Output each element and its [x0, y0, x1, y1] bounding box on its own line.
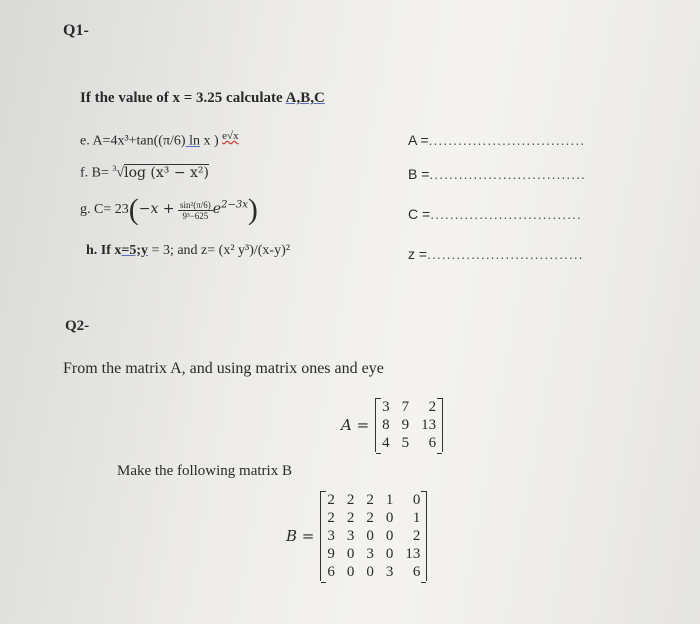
- answer-a[interactable]: [408, 132, 585, 148]
- fraction-numerator: sin²(π/6): [180, 199, 211, 210]
- question-h: [86, 243, 290, 259]
- answer-c-label: C =: [408, 206, 431, 222]
- answer-z-label: z =: [408, 246, 428, 262]
- matrix-cell: 5: [401, 435, 410, 451]
- matrix-cell: 13: [405, 546, 421, 562]
- matrix-cell: 2: [366, 510, 374, 526]
- matrix-a-brackets: [375, 398, 443, 452]
- question-e-text2: x ): [199, 133, 223, 149]
- matrix-cell: 2: [366, 492, 374, 508]
- matrix-cell: 0: [366, 564, 374, 580]
- q1-intro-vars: A,B,C: [285, 90, 325, 106]
- fraction-denominator: 9³−625: [182, 210, 209, 221]
- question-f-radicand: log (x³ − x²): [124, 164, 209, 181]
- matrix-cell: 7: [401, 399, 410, 415]
- matrix-a-table: [376, 398, 442, 452]
- matrix-b-table: [321, 491, 426, 581]
- q1-intro: [80, 90, 325, 107]
- question-g-inner: −x +: [138, 201, 175, 218]
- matrix-cell: 2: [346, 492, 355, 508]
- question-h-x: =5;y: [121, 243, 149, 258]
- matrix-cell: 3: [346, 528, 355, 544]
- q1-intro-text: If the value of x = 3.25 calculate: [80, 90, 286, 106]
- matrix-row: [376, 398, 442, 416]
- matrix-a-label: A =: [341, 416, 370, 434]
- matrix-cell: 3: [385, 564, 394, 580]
- matrix-cell: 1: [385, 492, 394, 508]
- matrix-b-label: B =: [286, 527, 315, 545]
- matrix-row: [321, 491, 426, 509]
- matrix-row: [376, 416, 442, 434]
- q2-instruction: From the matrix A, and using matrix ones and eye: [63, 360, 384, 377]
- matrix-row: [321, 527, 426, 545]
- matrix-cell: 9: [401, 417, 410, 433]
- matrix-cell: 2: [327, 510, 335, 526]
- matrix-cell: 2: [412, 528, 421, 544]
- matrix-cell: 4: [382, 435, 390, 451]
- root-index: 3: [112, 164, 117, 173]
- q2-label: Q2-: [65, 318, 90, 334]
- q1-label: Q1-: [63, 22, 89, 39]
- question-h-text: h. If x: [86, 243, 122, 258]
- matrix-cell: 0: [385, 546, 394, 562]
- matrix-cell: 0: [412, 492, 421, 508]
- answer-b[interactable]: [408, 166, 586, 182]
- matrix-b: [286, 491, 427, 581]
- question-g-text: g. C= 23: [80, 202, 129, 218]
- matrix-cell: 9: [327, 546, 335, 562]
- matrix-cell: 3: [382, 399, 390, 415]
- matrix-cell: 0: [385, 510, 394, 526]
- matrix-cell: 1: [412, 510, 421, 526]
- matrix-cell: 2: [428, 399, 437, 415]
- question-f: [80, 164, 209, 182]
- matrix-cell: 2: [346, 510, 355, 526]
- question-g-exp-power: 2−3x: [221, 199, 248, 211]
- matrix-cell: 3: [327, 528, 335, 544]
- matrix-cell: 6: [412, 564, 421, 580]
- matrix-row: [376, 434, 442, 452]
- question-e-text: e. A=4x³+tan((π/6): [80, 133, 186, 149]
- right-paren: ): [247, 193, 258, 226]
- matrix-cell: 0: [346, 546, 355, 562]
- matrix-cell: 0: [366, 528, 374, 544]
- question-g: [80, 193, 258, 227]
- matrix-row: [321, 563, 426, 581]
- matrix-cell: 6: [428, 435, 437, 451]
- matrix-cell: 13: [421, 417, 437, 433]
- answer-a-label: A =: [408, 132, 429, 148]
- question-e: [80, 130, 239, 150]
- question-f-text: f. B=: [80, 165, 113, 181]
- matrix-cell: 8: [382, 417, 390, 433]
- matrix-cell: 0: [385, 528, 394, 544]
- question-e-exp: e√x: [222, 130, 239, 142]
- question-g-fraction: [178, 200, 213, 221]
- answer-c[interactable]: [408, 206, 582, 222]
- matrix-cell: 3: [366, 546, 374, 562]
- answer-b-blank[interactable]: ................................: [429, 166, 586, 182]
- matrix-row: [321, 509, 426, 527]
- make-text: Make the following matrix B: [117, 463, 292, 479]
- question-g-exp-base: e: [212, 201, 222, 218]
- matrix-b-brackets: [320, 491, 427, 581]
- answer-a-blank[interactable]: ................................: [428, 132, 586, 148]
- matrix-cell: 0: [346, 564, 355, 580]
- matrix-cell: 2: [327, 492, 335, 508]
- radical-icon: √: [116, 165, 125, 181]
- answer-b-label: B =: [408, 166, 430, 182]
- answer-c-blank[interactable]: ...............................: [430, 206, 582, 222]
- matrix-row: [321, 545, 426, 563]
- matrix-cell: 6: [327, 564, 335, 580]
- question-h-text2: = 3; and z= (x² y³)/(x-y)²: [148, 243, 290, 258]
- answer-z[interactable]: [408, 246, 584, 262]
- answer-z-blank[interactable]: ................................: [427, 246, 584, 262]
- left-paren: (: [128, 193, 139, 226]
- matrix-a: [341, 398, 443, 452]
- question-e-ln: ln: [185, 133, 200, 149]
